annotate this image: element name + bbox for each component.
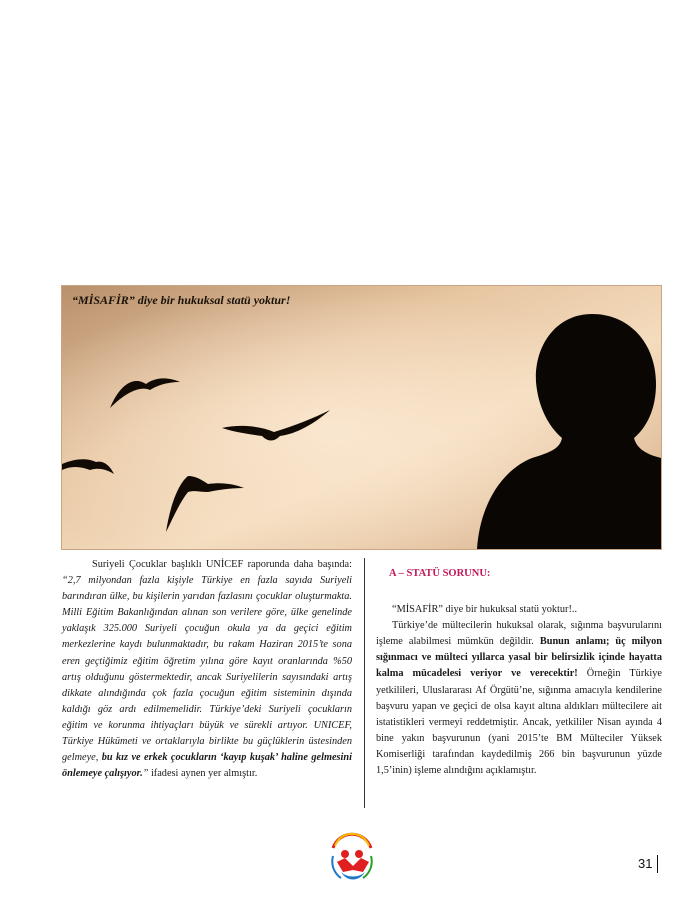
left-column [62,557,352,782]
right-column [376,566,662,779]
status-paragraph-1: “MİSAFİR” diye bir hukuksal statü yoktur!.. [392,604,578,616]
cover-photo [61,285,662,550]
status-text-end: Örneğin Türkiye yetkilileri, Uluslararası Af Örgütü’ne, sığınma amacıyla kendilerine başvuru yapan ve geçici de olsa kayıt altına aldıkları mültecilere ait istatistikleri vermeyi reddetmiştir. Ancak, yetkililer Nisan ayında 4 bine yakın başvurunun (yani 2015’te BM Mülteciler Yüksek Komiserliği tarafından kaydedilmiş 266 bin başvurunun yüzde 1,5’inin) işleme alındığını açıklamıştır. [376,668,662,777]
photo-caption: “MİSAFİR” diye bir hukuksal statü yoktur! [72,293,291,307]
status-text-start: Türkiye’de mültecilerin hukuksal olarak, sığınma başvurularını işleme alabilmesi mümkün değildir. [376,620,662,648]
organization-logo-icon [327,826,377,886]
quote-close: ” [142,768,149,780]
intro-text: Suriyeli Çocuklar başlıklı UNİCEF raporunda daha başında: [92,559,352,570]
unicef-quote-emphasis: bu kız ve erkek çocukların ‘kayıp kuşak’ haline gelmesini önlemeye çalışıyor. [62,752,353,780]
section-heading: A – STATÜ SORUNU: [389,568,491,579]
page-number: 31 [638,855,658,873]
outro-text: ifadesi aynen yer almıştır. [148,768,258,780]
unicef-quote: “2,7 milyondan fazla kişiyle Türkiye en fazla sayıda Suriyeli barındıran ülke, bu kişilerin yarıdan fazlasını çocuklar oluşturmakta. Milli Eğitim Bakanlığından alınan son verilere göre, ülke genelinde yaklaşık 325.000 Suriyeli çocuğun okula ya da geçici eğitim merkezlerine kaydı bulunmaktadır, bu rakam Haziran 2015’te sona eren geçtiğimiz eğitim öğretim yılına göre kayıt oranlarında %50 artış olduğunu göstermektedir, ancak Suriyelilerin sayısındaki artış dikkate alındığında çok fazla çocuğun eğitim sisteminin dışında kaldığı göz ardı edilmemelidir. Türkiye’deki Suriyeli çocukların eğitim ve korunma ihtiyaçları büyük ve sürekli artıyor. UNICEF, Türkiye Hükümeti ve ortaklarıyla birlikte bu güçlüklerin üstesinden gelmeye, [62,575,352,764]
status-paragraph-2 [376,618,662,779]
column-divider [364,558,365,808]
status-text-emphasis: Bunun anlamı; üç milyon sığınmacı ve mülteci yıllarca yasal bir belirsizlik içinde hayatta kalma mücadelesi veriyor ve verecektir! [376,636,663,680]
unicef-paragraph [62,557,352,782]
silhouette-illustration [62,286,661,549]
